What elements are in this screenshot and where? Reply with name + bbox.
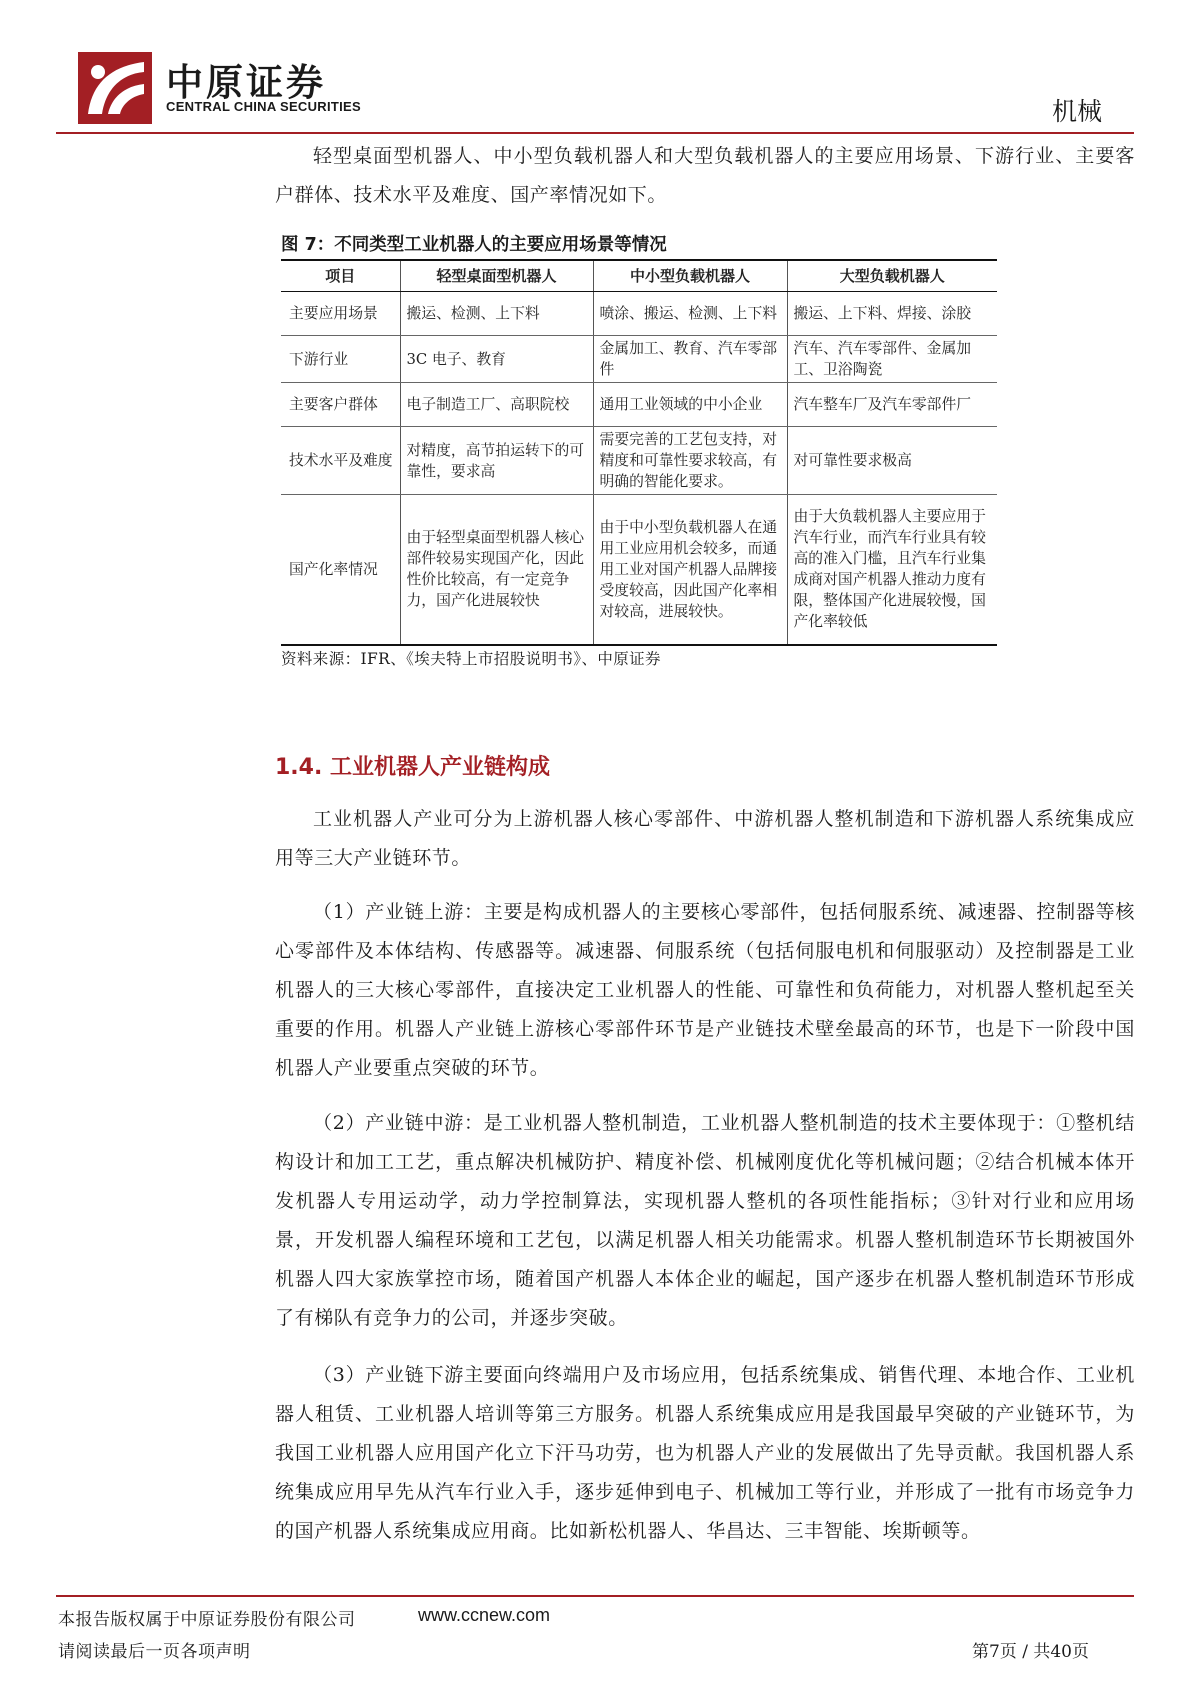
table-cell: 对精度，高节拍运转下的可靠性，要求高: [400, 427, 593, 495]
table-header-cell: 大型负载机器人: [787, 260, 997, 292]
table-cell: 对可靠性要求极高: [787, 427, 997, 495]
table-header-cell: 轻型桌面型机器人: [400, 260, 593, 292]
table-cell: 技术水平及难度: [281, 427, 400, 495]
table-cell: 由于轻型桌面型机器人核心部件较易实现国产化，因此性价比较高，有一定竞争力，国产化进展较快: [400, 495, 593, 645]
page-number: 第7页 / 共40页: [972, 1642, 1089, 1662]
table-cell: 汽车、汽车零部件、金属加工、卫浴陶瓷: [787, 336, 997, 383]
intro-paragraph: 轻型桌面型机器人、中小型负载机器人和大型负载机器人的主要应用场景、下游行业、主要客户群体、技术水平及难度、国产率情况如下。: [275, 145, 1135, 206]
table-cell: 金属加工、教育、汽车零部件: [593, 336, 787, 383]
company-logo-icon: [78, 52, 152, 124]
footer-divider: [56, 1595, 1134, 1597]
figure-source: 资料来源：IFR、《埃夫特上市招股说明书》、中原证券: [281, 650, 661, 668]
table-header-cell: 项目: [281, 260, 400, 292]
figure-title: 图 7：不同类型工业机器人的主要应用场景等情况: [281, 235, 667, 255]
footer-copyright: 本报告版权属于中原证券股份有限公司: [58, 1610, 356, 1630]
header-divider: [56, 132, 1134, 134]
table-row: [281, 427, 997, 495]
footer-website-link[interactable]: www.ccnew.com: [418, 1605, 551, 1625]
table-cell: 搬运、上下料、焊接、涂胶: [787, 292, 997, 336]
body-paragraph: 工业机器人产业可分为上游机器人核心零部件、中游机器人整机制造和下游机器人系统集成应用等三大产业链环节。: [275, 808, 1135, 869]
table-cell: 主要应用场景: [281, 292, 400, 336]
table-cell: 下游行业: [281, 336, 400, 383]
table-row: [281, 383, 997, 427]
table-cell: 搬运、检测、上下料: [400, 292, 593, 336]
body-paragraph: （2）产业链中游：是工业机器人整机制造，工业机器人整机制造的技术主要体现于：①整机结构设计和加工工艺，重点解决机械防护、精度补偿、机械刚度优化等机械问题；②结合机械本体开发机器人专用运动学，动力学控制算法，实现机器人整机的各项性能指标；③针对行业和应用场景，开发机器人编程环境和工艺包，以满足机器人相关功能需求。机器人整机制造环节长期被国外机器人四大家族掌控市场，随着国产机器人本体企业的崛起，国产逐步在机器人整机制造环节形成了有梯队有竞争力的公司，并逐步突破。: [275, 1112, 1135, 1329]
brand-name-cn: 中原证券: [166, 61, 326, 104]
table-cell: 由于中小型负载机器人在通用工业应用机会较多，而通用工业对国产机器人品牌接受度较高，因此国产化率相对较高，进展较快。: [593, 495, 787, 645]
comparison-table: [281, 259, 997, 646]
body-paragraph: （3）产业链下游主要面向终端用户及市场应用，包括系统集成、销售代理、本地合作、工业机器人租赁、工业机器人培训等第三方服务。机器人系统集成应用是我国最早突破的产业链环节，为我国工业机器人应用国产化立下汗马功劳，也为机器人产业的发展做出了先导贡献。我国机器人系统集成应用早先从汽车行业入手，逐步延伸到电子、机械加工等行业，并形成了一批有市场竞争力的国产机器人系统集成应用商。比如新松机器人、华昌达、三丰智能、埃斯顿等。: [275, 1364, 1135, 1542]
table-cell: 电子制造工厂、高职院校: [400, 383, 593, 427]
table-header-row: [281, 260, 997, 292]
section-heading: 1.4. 工业机器人产业链构成: [275, 755, 550, 780]
table-cell: 3C 电子、教育: [400, 336, 593, 383]
table-row: [281, 292, 997, 336]
body-paragraph: （1）产业链上游：主要是构成机器人的主要核心零部件，包括伺服系统、减速器、控制器等核心零部件及本体结构、传感器等。减速器、伺服系统（包括伺服电机和伺服驱动）及控制器是工业机器人的三大核心零部件，直接决定工业机器人的性能、可靠性和负荷能力，对机器人整机起至关重要的作用。机器人产业链上游核心零部件环节是产业链技术壁垒最高的环节，也是下一阶段中国机器人产业要重点突破的环节。: [275, 901, 1135, 1079]
table-row: [281, 336, 997, 383]
table-cell: 由于大负载机器人主要应用于汽车行业，而汽车行业具有较高的准入门槛，且汽车行业集成商对国产机器人推动力度有限，整体国产化进展较慢，国产化率较低: [787, 495, 997, 645]
industry-label: 机械: [1052, 97, 1103, 126]
table-cell: 汽车整车厂及汽车零部件厂: [787, 383, 997, 427]
brand-name-en: CENTRAL CHINA SECURITIES: [166, 99, 361, 114]
table-cell: 国产化率情况: [281, 495, 400, 645]
table-row: [281, 495, 997, 645]
footer-disclaimer: 请阅读最后一页各项声明: [58, 1642, 251, 1662]
table-cell: 通用工业领域的中小企业: [593, 383, 787, 427]
table-cell: 主要客户群体: [281, 383, 400, 427]
table-header-cell: 中小型负载机器人: [593, 260, 787, 292]
table-cell: 需要完善的工艺包支持，对精度和可靠性要求较高，有明确的智能化要求。: [593, 427, 787, 495]
table-cell: 喷涂、搬运、检测、上下料: [593, 292, 787, 336]
